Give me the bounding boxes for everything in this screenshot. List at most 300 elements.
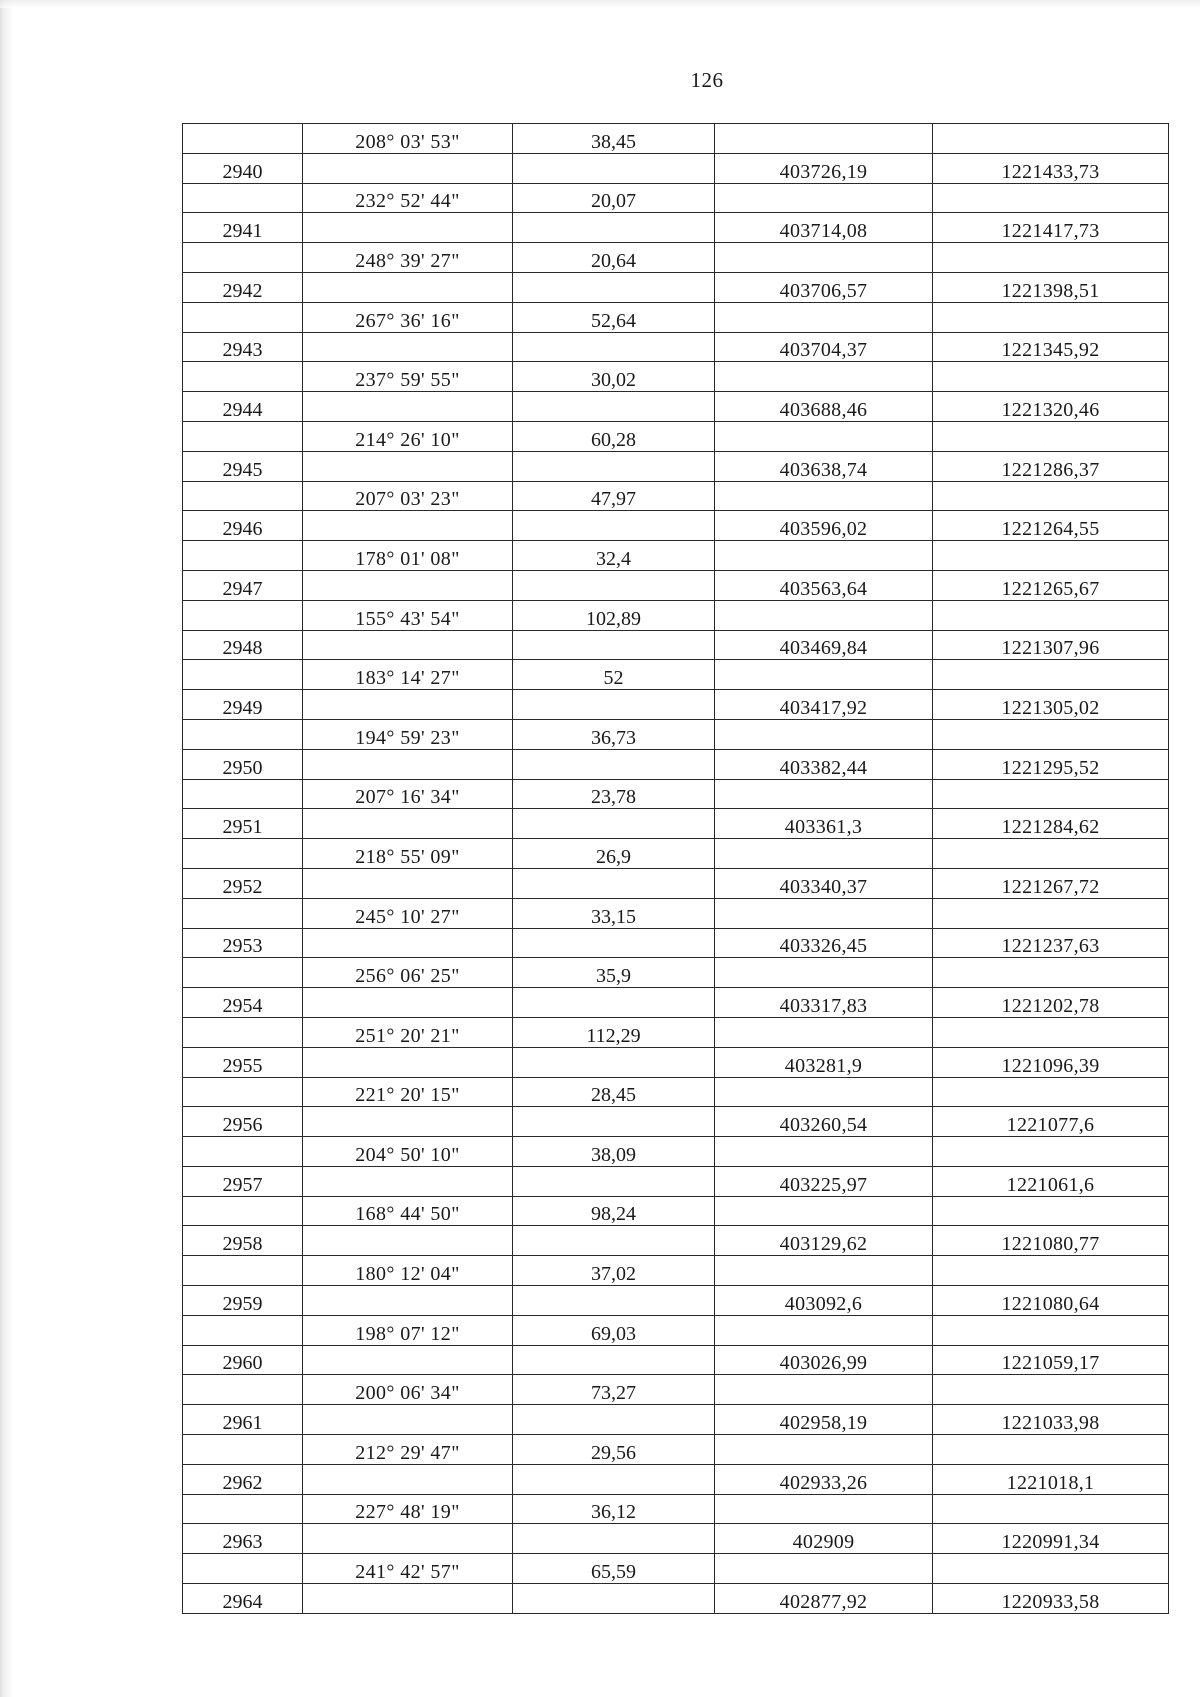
distance-cell bbox=[513, 1256, 715, 1286]
angle-cell bbox=[303, 958, 513, 988]
segment-row bbox=[183, 1256, 1169, 1286]
distance-cell bbox=[513, 809, 715, 839]
x-coordinate-cell bbox=[715, 1137, 933, 1167]
y-coordinate-cell bbox=[933, 362, 1169, 392]
x-coordinate-cell bbox=[715, 153, 933, 183]
distance-cell bbox=[513, 1166, 715, 1196]
distance-cell bbox=[513, 1584, 715, 1614]
distance-cell bbox=[513, 749, 715, 779]
point-id-cell bbox=[183, 839, 303, 869]
point-id-cell bbox=[183, 362, 303, 392]
angle-cell bbox=[303, 809, 513, 839]
point-id-text: 2959 bbox=[222, 1292, 263, 1315]
x-coordinate-cell bbox=[715, 1435, 933, 1465]
point-row bbox=[183, 868, 1169, 898]
x-coordinate-text: 403260,54 bbox=[779, 1114, 868, 1137]
angle-text: 227° 48' 19" bbox=[355, 1501, 460, 1524]
y-coordinate-cell bbox=[933, 1017, 1169, 1047]
point-id-cell bbox=[183, 1017, 303, 1047]
x-coordinate-cell bbox=[715, 541, 933, 571]
angle-cell bbox=[303, 1464, 513, 1494]
x-coordinate-text: 403726,19 bbox=[779, 160, 868, 183]
segment-row bbox=[183, 481, 1169, 511]
distance-cell bbox=[513, 1077, 715, 1107]
distance-text: 52,64 bbox=[591, 309, 636, 332]
x-coordinate-text: 402933,26 bbox=[779, 1471, 868, 1494]
point-id-cell bbox=[183, 1047, 303, 1077]
y-coordinate-text: 1221295,52 bbox=[1001, 756, 1100, 779]
angle-cell bbox=[303, 1077, 513, 1107]
point-id-cell bbox=[183, 1226, 303, 1256]
x-coordinate-text: 403688,46 bbox=[779, 398, 868, 421]
distance-text: 26,9 bbox=[596, 845, 631, 868]
point-id-cell bbox=[183, 1554, 303, 1584]
y-coordinate-text: 1221061,6 bbox=[1006, 1173, 1095, 1196]
x-coordinate-text: 403638,74 bbox=[779, 458, 868, 481]
x-coordinate-cell bbox=[715, 183, 933, 213]
angle-cell bbox=[303, 1405, 513, 1435]
y-coordinate-cell bbox=[933, 153, 1169, 183]
point-id-text: 2945 bbox=[222, 458, 263, 481]
point-id-cell bbox=[183, 1286, 303, 1316]
y-coordinate-cell bbox=[933, 272, 1169, 302]
segment-row bbox=[183, 1494, 1169, 1524]
y-coordinate-cell bbox=[933, 600, 1169, 630]
y-coordinate-text: 1221305,02 bbox=[1001, 696, 1100, 719]
point-id-cell bbox=[183, 1107, 303, 1137]
segment-row bbox=[183, 958, 1169, 988]
point-id-cell bbox=[183, 1256, 303, 1286]
point-id-cell bbox=[183, 541, 303, 571]
point-id-text: 2950 bbox=[222, 756, 263, 779]
point-row bbox=[183, 1345, 1169, 1375]
y-coordinate-cell bbox=[933, 332, 1169, 362]
x-coordinate-cell bbox=[715, 630, 933, 660]
x-coordinate-cell bbox=[715, 1166, 933, 1196]
distance-text: 112,29 bbox=[586, 1024, 641, 1047]
point-id-text: 2949 bbox=[222, 696, 263, 719]
segment-row bbox=[183, 243, 1169, 273]
distance-text: 32,4 bbox=[596, 547, 631, 570]
distance-cell bbox=[513, 1554, 715, 1584]
point-id-cell bbox=[183, 124, 303, 154]
x-coordinate-cell bbox=[715, 1524, 933, 1554]
x-coordinate-cell bbox=[715, 600, 933, 630]
point-row bbox=[183, 272, 1169, 302]
x-coordinate-cell bbox=[715, 839, 933, 869]
segment-row bbox=[183, 1554, 1169, 1584]
distance-cell bbox=[513, 958, 715, 988]
x-coordinate-cell bbox=[715, 302, 933, 332]
distance-cell bbox=[513, 511, 715, 541]
point-id-text: 2946 bbox=[222, 518, 263, 541]
angle-text: 204° 50' 10" bbox=[355, 1143, 460, 1166]
point-id-cell bbox=[183, 302, 303, 332]
point-id-cell bbox=[183, 809, 303, 839]
angle-text: 214° 26' 10" bbox=[355, 428, 460, 451]
distance-text: 28,45 bbox=[591, 1084, 636, 1107]
x-coordinate-cell bbox=[715, 928, 933, 958]
angle-cell bbox=[303, 988, 513, 1018]
y-coordinate-cell bbox=[933, 481, 1169, 511]
distance-text: 38,09 bbox=[591, 1143, 636, 1166]
angle-cell bbox=[303, 600, 513, 630]
angle-cell bbox=[303, 690, 513, 720]
y-coordinate-cell bbox=[933, 213, 1169, 243]
x-coordinate-cell bbox=[715, 1375, 933, 1405]
angle-cell bbox=[303, 660, 513, 690]
point-id-cell bbox=[183, 511, 303, 541]
y-coordinate-text: 1221417,73 bbox=[1001, 220, 1100, 243]
point-row bbox=[183, 988, 1169, 1018]
y-coordinate-cell bbox=[933, 1405, 1169, 1435]
distance-cell bbox=[513, 570, 715, 600]
angle-text: 208° 03' 53" bbox=[355, 130, 460, 153]
segment-row bbox=[183, 600, 1169, 630]
angle-text: 251° 20' 21" bbox=[355, 1024, 460, 1047]
page-number: 126 bbox=[690, 68, 724, 92]
y-coordinate-cell bbox=[933, 1554, 1169, 1584]
x-coordinate-cell bbox=[715, 690, 933, 720]
y-coordinate-text: 1221398,51 bbox=[1001, 279, 1100, 302]
point-id-text: 2964 bbox=[222, 1590, 263, 1613]
angle-text: 267° 36' 16" bbox=[355, 309, 460, 332]
x-coordinate-cell bbox=[715, 1286, 933, 1316]
y-coordinate-cell bbox=[933, 988, 1169, 1018]
point-id-text: 2953 bbox=[222, 935, 263, 958]
angle-cell bbox=[303, 1286, 513, 1316]
point-row bbox=[183, 630, 1169, 660]
point-id-text: 2954 bbox=[222, 994, 263, 1017]
angle-text: 178° 01' 08" bbox=[355, 547, 460, 570]
distance-cell bbox=[513, 1017, 715, 1047]
angle-cell bbox=[303, 541, 513, 571]
angle-cell bbox=[303, 213, 513, 243]
y-coordinate-cell bbox=[933, 1077, 1169, 1107]
distance-text: 37,02 bbox=[591, 1263, 636, 1286]
angle-text: 248° 39' 27" bbox=[355, 249, 460, 272]
y-coordinate-cell bbox=[933, 302, 1169, 332]
distance-cell bbox=[513, 1226, 715, 1256]
segment-row bbox=[183, 302, 1169, 332]
distance-cell bbox=[513, 1196, 715, 1226]
distance-cell bbox=[513, 1464, 715, 1494]
distance-text: 20,07 bbox=[591, 190, 636, 213]
distance-cell bbox=[513, 600, 715, 630]
angle-text: 241° 42' 57" bbox=[355, 1561, 460, 1584]
angle-cell bbox=[303, 451, 513, 481]
distance-cell bbox=[513, 362, 715, 392]
y-coordinate-cell bbox=[933, 541, 1169, 571]
distance-text: 36,73 bbox=[591, 726, 636, 749]
segment-row bbox=[183, 1196, 1169, 1226]
point-id-text: 2942 bbox=[222, 279, 263, 302]
x-coordinate-text: 403382,44 bbox=[779, 756, 868, 779]
x-coordinate-text: 402877,92 bbox=[779, 1590, 868, 1613]
x-coordinate-text: 402958,19 bbox=[779, 1412, 868, 1435]
coordinates-table-container bbox=[182, 123, 1168, 1614]
point-id-cell bbox=[183, 243, 303, 273]
y-coordinate-cell bbox=[933, 1286, 1169, 1316]
point-id-cell bbox=[183, 600, 303, 630]
distance-text: 35,9 bbox=[596, 965, 631, 988]
x-coordinate-text: 403225,97 bbox=[779, 1173, 868, 1196]
distance-text: 52 bbox=[603, 667, 624, 690]
y-coordinate-cell bbox=[933, 1196, 1169, 1226]
point-id-text: 2947 bbox=[222, 577, 263, 600]
point-row bbox=[183, 749, 1169, 779]
y-coordinate-text: 1221059,17 bbox=[1001, 1352, 1100, 1375]
segment-row bbox=[183, 660, 1169, 690]
x-coordinate-cell bbox=[715, 958, 933, 988]
point-row bbox=[183, 1405, 1169, 1435]
distance-text: 20,64 bbox=[591, 249, 636, 272]
point-id-cell bbox=[183, 1494, 303, 1524]
y-coordinate-cell bbox=[933, 183, 1169, 213]
x-coordinate-text: 402909 bbox=[792, 1531, 855, 1554]
point-row bbox=[183, 1524, 1169, 1554]
point-id-cell bbox=[183, 481, 303, 511]
x-coordinate-cell bbox=[715, 392, 933, 422]
y-coordinate-text: 1221018,1 bbox=[1006, 1471, 1095, 1494]
distance-cell bbox=[513, 183, 715, 213]
point-id-text: 2960 bbox=[222, 1352, 263, 1375]
distance-text: 29,56 bbox=[591, 1441, 636, 1464]
point-id-cell bbox=[183, 868, 303, 898]
y-coordinate-text: 1220933,58 bbox=[1001, 1590, 1100, 1613]
y-coordinate-cell bbox=[933, 1464, 1169, 1494]
x-coordinate-text: 403317,83 bbox=[779, 994, 868, 1017]
angle-cell bbox=[303, 1375, 513, 1405]
point-id-cell bbox=[183, 392, 303, 422]
segment-row bbox=[183, 1435, 1169, 1465]
y-coordinate-cell bbox=[933, 243, 1169, 273]
x-coordinate-cell bbox=[715, 1256, 933, 1286]
distance-cell bbox=[513, 868, 715, 898]
angle-cell bbox=[303, 1047, 513, 1077]
x-coordinate-text: 403706,57 bbox=[779, 279, 868, 302]
point-row bbox=[183, 511, 1169, 541]
angle-cell bbox=[303, 511, 513, 541]
y-coordinate-text: 1221096,39 bbox=[1001, 1054, 1100, 1077]
angle-cell bbox=[303, 183, 513, 213]
segment-row bbox=[183, 839, 1169, 869]
y-coordinate-text: 1220991,34 bbox=[1001, 1531, 1100, 1554]
distance-cell bbox=[513, 1405, 715, 1435]
x-coordinate-cell bbox=[715, 809, 933, 839]
y-coordinate-text: 1221080,64 bbox=[1001, 1292, 1100, 1315]
x-coordinate-cell bbox=[715, 1107, 933, 1137]
point-row bbox=[183, 332, 1169, 362]
y-coordinate-text: 1221265,67 bbox=[1001, 577, 1100, 600]
x-coordinate-cell bbox=[715, 421, 933, 451]
y-coordinate-cell bbox=[933, 660, 1169, 690]
x-coordinate-cell bbox=[715, 1554, 933, 1584]
y-coordinate-cell bbox=[933, 809, 1169, 839]
x-coordinate-cell bbox=[715, 749, 933, 779]
angle-cell bbox=[303, 570, 513, 600]
angle-cell bbox=[303, 1226, 513, 1256]
point-id-text: 2948 bbox=[222, 637, 263, 660]
angle-cell bbox=[303, 153, 513, 183]
point-row bbox=[183, 1107, 1169, 1137]
y-coordinate-text: 1221286,37 bbox=[1001, 458, 1100, 481]
distance-cell bbox=[513, 243, 715, 273]
y-coordinate-text: 1221080,77 bbox=[1001, 1233, 1100, 1256]
distance-cell bbox=[513, 1435, 715, 1465]
point-row bbox=[183, 1047, 1169, 1077]
point-id-cell bbox=[183, 1464, 303, 1494]
y-coordinate-text: 1221033,98 bbox=[1001, 1412, 1100, 1435]
y-coordinate-text: 1221237,63 bbox=[1001, 935, 1100, 958]
x-coordinate-cell bbox=[715, 1077, 933, 1107]
point-row bbox=[183, 1166, 1169, 1196]
y-coordinate-cell bbox=[933, 1524, 1169, 1554]
point-id-cell bbox=[183, 749, 303, 779]
segment-row bbox=[183, 719, 1169, 749]
y-coordinate-cell bbox=[933, 898, 1169, 928]
point-id-cell bbox=[183, 1584, 303, 1614]
distance-text: 65,59 bbox=[591, 1561, 636, 1584]
x-coordinate-cell bbox=[715, 1226, 933, 1256]
distance-cell bbox=[513, 1137, 715, 1167]
segment-row bbox=[183, 1017, 1169, 1047]
x-coordinate-cell bbox=[715, 1315, 933, 1345]
angle-cell bbox=[303, 481, 513, 511]
x-coordinate-cell bbox=[715, 570, 933, 600]
y-coordinate-cell bbox=[933, 570, 1169, 600]
x-coordinate-cell bbox=[715, 332, 933, 362]
x-coordinate-cell bbox=[715, 779, 933, 809]
distance-cell bbox=[513, 451, 715, 481]
point-row bbox=[183, 392, 1169, 422]
point-row bbox=[183, 1286, 1169, 1316]
angle-cell bbox=[303, 421, 513, 451]
x-coordinate-cell bbox=[715, 898, 933, 928]
point-row bbox=[183, 1226, 1169, 1256]
y-coordinate-cell bbox=[933, 1584, 1169, 1614]
angle-text: 200° 06' 34" bbox=[355, 1382, 460, 1405]
scan-top-artifact bbox=[0, 0, 1200, 8]
distance-cell bbox=[513, 392, 715, 422]
point-row bbox=[183, 570, 1169, 600]
x-coordinate-text: 403026,99 bbox=[779, 1352, 868, 1375]
point-row bbox=[183, 928, 1169, 958]
distance-text: 102,89 bbox=[586, 607, 641, 630]
angle-text: 207° 16' 34" bbox=[355, 786, 460, 809]
y-coordinate-cell bbox=[933, 928, 1169, 958]
y-coordinate-cell bbox=[933, 451, 1169, 481]
x-coordinate-text: 403281,9 bbox=[784, 1054, 863, 1077]
y-coordinate-cell bbox=[933, 1435, 1169, 1465]
y-coordinate-text: 1221433,73 bbox=[1001, 160, 1100, 183]
angle-cell bbox=[303, 1166, 513, 1196]
y-coordinate-text: 1221267,72 bbox=[1001, 875, 1100, 898]
x-coordinate-cell bbox=[715, 868, 933, 898]
y-coordinate-cell bbox=[933, 1345, 1169, 1375]
angle-text: 212° 29' 47" bbox=[355, 1441, 460, 1464]
point-id-cell bbox=[183, 1375, 303, 1405]
point-id-cell bbox=[183, 719, 303, 749]
distance-cell bbox=[513, 302, 715, 332]
y-coordinate-cell bbox=[933, 511, 1169, 541]
x-coordinate-text: 403469,84 bbox=[779, 637, 868, 660]
angle-cell bbox=[303, 1017, 513, 1047]
y-coordinate-cell bbox=[933, 1375, 1169, 1405]
point-id-cell bbox=[183, 779, 303, 809]
y-coordinate-cell bbox=[933, 839, 1169, 869]
angle-cell bbox=[303, 1345, 513, 1375]
point-row bbox=[183, 809, 1169, 839]
angle-cell bbox=[303, 332, 513, 362]
y-coordinate-cell bbox=[933, 868, 1169, 898]
distance-text: 98,24 bbox=[591, 1203, 636, 1226]
distance-cell bbox=[513, 1494, 715, 1524]
x-coordinate-text: 403714,08 bbox=[779, 220, 868, 243]
angle-cell bbox=[303, 719, 513, 749]
point-id-text: 2958 bbox=[222, 1233, 263, 1256]
segment-row bbox=[183, 898, 1169, 928]
distance-cell bbox=[513, 839, 715, 869]
angle-text: 198° 07' 12" bbox=[355, 1322, 460, 1345]
angle-text: 237° 59' 55" bbox=[355, 369, 460, 392]
angle-text: 245° 10' 27" bbox=[355, 905, 460, 928]
point-id-cell bbox=[183, 570, 303, 600]
point-row bbox=[183, 1464, 1169, 1494]
distance-cell bbox=[513, 988, 715, 1018]
distance-cell bbox=[513, 1524, 715, 1554]
x-coordinate-cell bbox=[715, 1345, 933, 1375]
y-coordinate-cell bbox=[933, 1047, 1169, 1077]
distance-text: 38,45 bbox=[591, 130, 636, 153]
segment-row bbox=[183, 1375, 1169, 1405]
distance-cell bbox=[513, 541, 715, 571]
distance-cell bbox=[513, 630, 715, 660]
x-coordinate-cell bbox=[715, 719, 933, 749]
point-id-text: 2944 bbox=[222, 398, 263, 421]
x-coordinate-cell bbox=[715, 1405, 933, 1435]
angle-cell bbox=[303, 868, 513, 898]
point-id-cell bbox=[183, 928, 303, 958]
point-id-cell bbox=[183, 1137, 303, 1167]
point-id-text: 2951 bbox=[222, 816, 263, 839]
angle-cell bbox=[303, 1494, 513, 1524]
angle-cell bbox=[303, 302, 513, 332]
distance-text: 69,03 bbox=[591, 1322, 636, 1345]
y-coordinate-text: 1221202,78 bbox=[1001, 994, 1100, 1017]
coordinates-table-body bbox=[183, 124, 1169, 1614]
x-coordinate-text: 403417,92 bbox=[779, 696, 868, 719]
point-id-cell bbox=[183, 898, 303, 928]
y-coordinate-cell bbox=[933, 421, 1169, 451]
angle-text: 256° 06' 25" bbox=[355, 965, 460, 988]
y-coordinate-text: 1221264,55 bbox=[1001, 518, 1100, 541]
point-id-text: 2943 bbox=[222, 339, 263, 362]
angle-cell bbox=[303, 243, 513, 273]
distance-cell bbox=[513, 1107, 715, 1137]
angle-cell bbox=[303, 779, 513, 809]
angle-cell bbox=[303, 362, 513, 392]
distance-text: 33,15 bbox=[591, 905, 636, 928]
angle-text: 232° 52' 44" bbox=[355, 190, 460, 213]
x-coordinate-cell bbox=[715, 272, 933, 302]
point-row bbox=[183, 213, 1169, 243]
segment-row bbox=[183, 1315, 1169, 1345]
y-coordinate-cell bbox=[933, 719, 1169, 749]
x-coordinate-cell bbox=[715, 1464, 933, 1494]
point-id-text: 2962 bbox=[222, 1471, 263, 1494]
x-coordinate-text: 403563,64 bbox=[779, 577, 868, 600]
